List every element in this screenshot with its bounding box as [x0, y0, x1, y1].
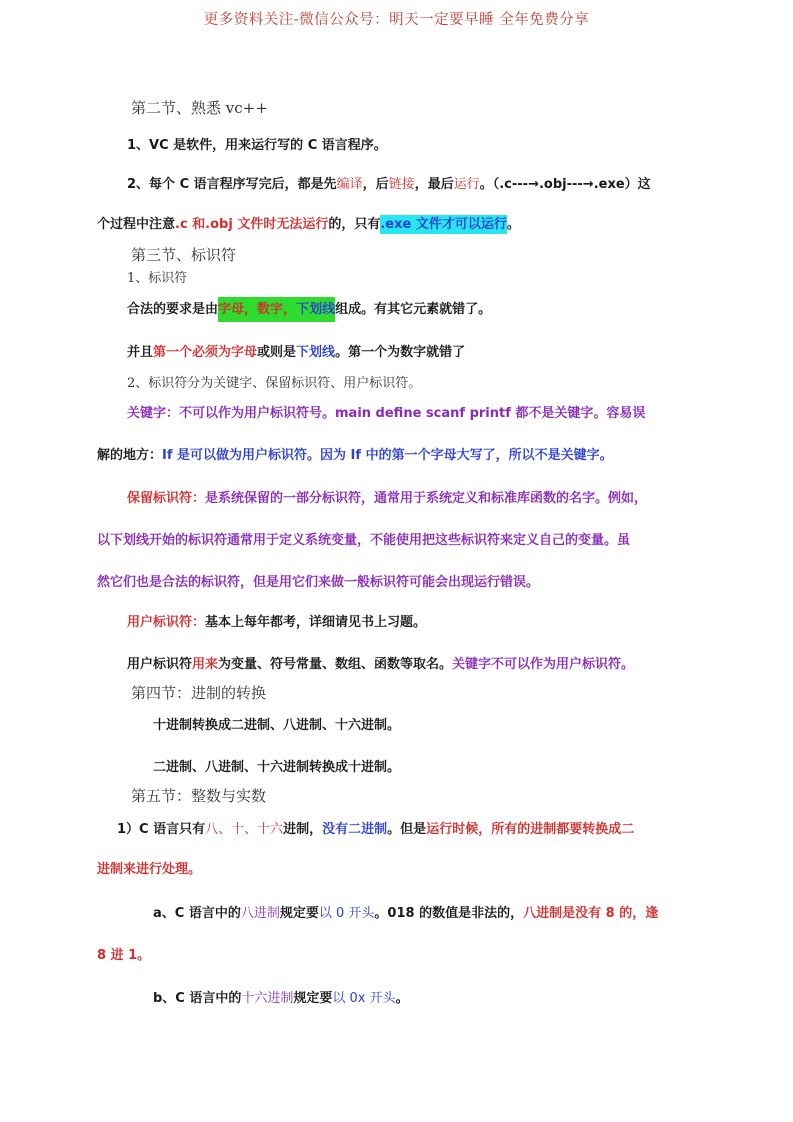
arrow-right-icon: → — [528, 177, 539, 192]
sec2-paragraph-3: 个过程中注意.c 和.obj 文件时无法运行的，只有.exe 文件才可以运行。 — [97, 217, 520, 232]
sec5-item-a-2: 8 进 1。 — [97, 948, 151, 963]
sec5-item-b: b、C 语言中的十六进制规定要以 0x 开头。 — [153, 991, 409, 1006]
sec5-paragraph-1: 1）C 语言只有八、十、十六进制，没有二进制。但是运行时候，所有的进制都要转换成二 — [117, 822, 635, 837]
sec2-paragraph-1: 1、VC 是软件，用来运行写的 C 语言程序。 — [127, 138, 387, 153]
user-ident-para-1: 用户标识符：基本上每年都考，详细请见书上习题。 — [127, 615, 427, 630]
arrow-right-icon: → — [582, 177, 594, 192]
reserved-para-1: 保留标识符：是系统保留的一部分标识符，通常用于系统定义和标准库函数的名字。例如， — [127, 491, 648, 506]
sec2-paragraph-2: 2、每个 C 语言程序写完后，都是先编译，后链接，最后运行。（.c---→.obj---→.exe）这 — [127, 177, 651, 192]
user-ident-para-2: 用户标识符用来为变量、符号常量、数组、函数等取名。关键字不可以作为用户标识符。 — [127, 657, 635, 672]
sec3-sub-1: 1、标识符 — [127, 271, 188, 286]
page-banner: 更多资料关注-微信公众号：明天一定要早睡 全年免费分享 — [203, 12, 590, 28]
highlight-legal-chars: 字母，数字，下划线 — [218, 297, 335, 322]
reserved-para-3: 然它们也是合法的标识符，但是用它们来做一般标识符可能会出现运行错误。 — [97, 575, 540, 590]
sec5-item-a-1: a、C 语言中的八进制规定要以 0 开头。018 的数值是非法的，八进制是没有 8 的，逢 — [153, 906, 659, 921]
keyword-para-2: 解的地方：If 是可以做为用户标识符。因为 If 中的第一个字母大写了，所以不是关键字。 — [97, 448, 613, 463]
section-4-title: 第四节：进制的转换 — [131, 684, 267, 702]
section-5-title: 第五节：整数与实数 — [131, 787, 267, 805]
highlight-exe: .exe 文件才可以运行 — [380, 217, 507, 232]
sec3-paragraph-1: 合法的要求是由字母，数字，下划线组成。有其它元素就错了。 — [127, 298, 491, 317]
sec3-sub-2: 2、标识符分为关键字、保留标识符、用户标识符。 — [127, 376, 422, 391]
sec3-paragraph-2: 并且第一个必须为字母或则是下划线。第一个为数字就错了 — [127, 345, 466, 360]
section-2-title: 第二节、熟悉 vc++ — [131, 99, 268, 117]
keyword-para-1: 关键字：不可以作为用户标识符号。main define scanf printf 都不是关键字。容易误 — [127, 406, 646, 421]
reserved-para-2: 以下划线开始的标识符通常用于定义系统变量，不能使用把这些标识符来定义自己的变量。虽 — [97, 533, 631, 548]
sec4-paragraph-1: 十进制转换成二进制、八进制、十六进制。 — [153, 718, 401, 733]
sec4-paragraph-2: 二进制、八进制、十六进制转换成十进制。 — [153, 760, 401, 775]
section-3-title: 第三节、标识符 — [131, 246, 237, 264]
sec5-paragraph-2: 进制来进行处理。 — [97, 862, 202, 877]
